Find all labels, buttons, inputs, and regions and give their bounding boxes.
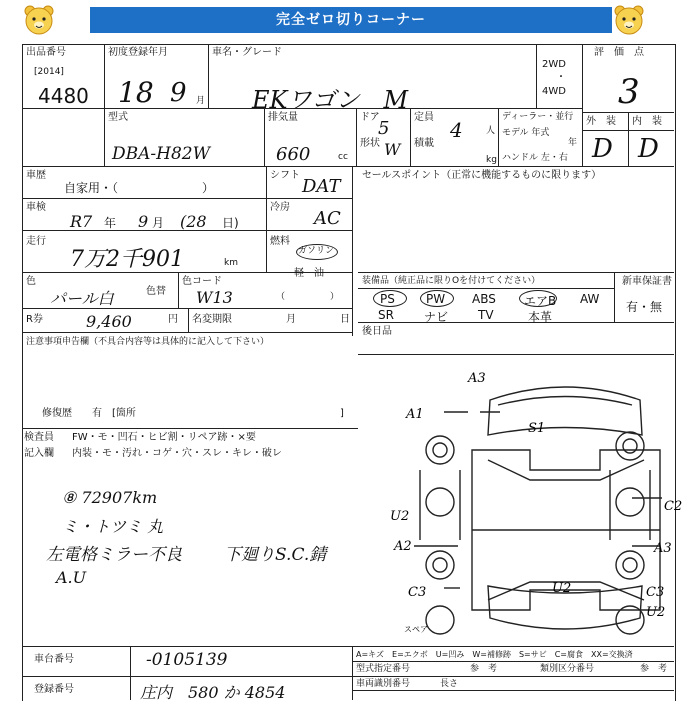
shift-label: シフト bbox=[270, 170, 300, 181]
chassis-label: 車台番号 bbox=[34, 654, 74, 665]
displacement-value: 660 bbox=[276, 144, 311, 165]
doors-label: ドア bbox=[360, 112, 380, 123]
dealer-label: ディーラー・並行 bbox=[502, 112, 574, 122]
color-label: 色 bbox=[26, 276, 36, 287]
inspector-label: 検査員 bbox=[24, 432, 54, 443]
mark-a1: A1 bbox=[406, 407, 424, 422]
damage-code-legend: A=キズ E=エクボ U=凹み W=補修跡 S=サビ C=腐食 XX=交換済 bbox=[356, 650, 633, 659]
first-registration-label: 初度登録年月 bbox=[108, 47, 168, 58]
month-unit: 月 bbox=[196, 96, 206, 106]
reference-1: 参 考 bbox=[470, 664, 498, 674]
model-year-unit: 年 bbox=[568, 138, 578, 148]
equip-aw: AW bbox=[580, 292, 600, 306]
equip-ps: PS bbox=[380, 292, 395, 306]
model-year-label: モデル 年式 bbox=[502, 128, 550, 138]
load-label: 積載 bbox=[414, 138, 434, 149]
equip-pw: PW bbox=[426, 292, 446, 306]
color-value: パール白 bbox=[50, 289, 114, 308]
interior-grade: D bbox=[638, 134, 659, 164]
name-change-day: 日 bbox=[340, 314, 350, 325]
registration-label: 登録番号 bbox=[34, 684, 74, 695]
model-value: DBA-H82W bbox=[112, 144, 211, 164]
inspector-row2: 内装・モ・汚れ・コゲ・穴・スレ・キレ・破レ bbox=[72, 448, 282, 459]
inspection-month-unit: 月 bbox=[152, 216, 165, 230]
recycle-unit: 円 bbox=[168, 314, 178, 325]
doors-value: 5 bbox=[378, 118, 390, 139]
note-line-2: ミ・トツミ 丸 bbox=[62, 517, 164, 536]
note-line-3: 左電格ミラー不良 bbox=[46, 545, 182, 565]
fuel-label: 燃料 bbox=[270, 236, 290, 247]
equipment-label: 装備品（純正品に限りOを付けてください） bbox=[362, 276, 541, 286]
length-label: 長さ bbox=[440, 679, 459, 689]
name-change-label: 名変期限 bbox=[192, 314, 232, 325]
inspection-day: (28 bbox=[180, 212, 207, 231]
selling-points-label: セールスポイント（正常に機能するものに限ります） bbox=[362, 170, 602, 181]
notes-label: 注意事項申告欄（不具合内容等は具体的に記入して下さい） bbox=[26, 337, 270, 347]
lot-year-code: [2014] bbox=[34, 67, 64, 77]
inspection-year-unit: 年 bbox=[104, 216, 117, 230]
mark-s1: S1 bbox=[528, 421, 546, 436]
shape-label: 形状 bbox=[360, 138, 380, 149]
first-registration-month: 9 bbox=[170, 78, 187, 108]
ac-label: 冷房 bbox=[270, 202, 290, 213]
mark-c3-left: C3 bbox=[408, 585, 427, 600]
capacity-unit: 人 bbox=[486, 126, 496, 136]
mileage-unit: km bbox=[224, 258, 238, 268]
load-unit: kg bbox=[486, 155, 497, 165]
class-ref-label: 類別区分番号 bbox=[540, 664, 595, 674]
mark-u2-bottom: U2 bbox=[552, 581, 572, 596]
chassis-value: -0105139 bbox=[146, 650, 228, 670]
warranty-label: 新車保証書 bbox=[622, 276, 672, 287]
model-label: 型式 bbox=[108, 112, 128, 123]
car-name: EKワゴン M bbox=[252, 86, 409, 114]
shift-value: DAT bbox=[302, 176, 341, 197]
drive-2wd: 2WD bbox=[542, 59, 566, 70]
displacement-unit: cc bbox=[338, 152, 348, 162]
mark-a3-top: A3 bbox=[468, 371, 486, 386]
exterior-grade: D bbox=[592, 134, 613, 164]
equip-navi: ナビ bbox=[424, 310, 449, 324]
repair-history-end: ] bbox=[340, 408, 344, 419]
vin-label: 車両識別番号 bbox=[356, 679, 411, 689]
inspection-year: R7 bbox=[70, 212, 93, 231]
fuel-gas: ガソリン bbox=[298, 246, 335, 256]
mark-a2: A2 bbox=[394, 539, 412, 554]
repair-history: 修復歴 有 [箇所 bbox=[42, 408, 136, 419]
model-ref-label: 型式指定番号 bbox=[356, 664, 411, 674]
drive-4wd: 4WD bbox=[542, 86, 566, 97]
car-damage-diagram bbox=[380, 360, 683, 646]
equip-sr: SR bbox=[378, 308, 394, 322]
mark-u2-left: U2 bbox=[390, 509, 410, 524]
interior-label: 内 装 bbox=[632, 116, 662, 127]
inspection-month: 9 bbox=[138, 212, 149, 231]
fuel-other: （ ） bbox=[276, 292, 340, 302]
mark-c2: C2 bbox=[664, 499, 683, 514]
reference-2: 参 考 bbox=[640, 664, 668, 674]
car-name-label: 車名・グレード bbox=[212, 47, 282, 58]
spare-label: スペア bbox=[404, 625, 428, 634]
exterior-label: 外 装 bbox=[586, 116, 616, 127]
color-code: W13 bbox=[196, 288, 233, 307]
usage-label: 車歴 bbox=[26, 170, 46, 181]
equip-abs: ABS bbox=[472, 292, 496, 306]
color-change-label: 色替 bbox=[146, 286, 166, 297]
banner-title: 完全ゼロ切りコーナー bbox=[90, 7, 612, 33]
registration-value: 庄内 580 か 4854 bbox=[140, 683, 286, 702]
record-label: 記入欄 bbox=[24, 448, 54, 459]
first-registration-year: 18 bbox=[118, 76, 154, 109]
equip-airbag: エアB bbox=[524, 294, 557, 308]
color-code-label: 色コード bbox=[182, 276, 222, 287]
mark-a3-right: A3 bbox=[654, 541, 672, 556]
displacement-label: 排気量 bbox=[268, 112, 298, 123]
grade-score: 3 bbox=[618, 72, 640, 112]
note-line-5: A.U bbox=[56, 568, 87, 587]
shape-value: W bbox=[384, 140, 401, 159]
usage-value: 自家用・（ ） bbox=[64, 181, 215, 195]
mileage-label: 走行 bbox=[26, 236, 46, 247]
note-line-4: 下廻りS.C.錆 bbox=[224, 545, 327, 565]
recycle-value: 9,460 bbox=[86, 312, 132, 331]
equip-tv: TV bbox=[478, 308, 494, 322]
inspector-row1: FW・モ・凹石・ヒビ割・リペア跡・×要 bbox=[72, 432, 256, 443]
note-line-1: ⑧ 72907km bbox=[62, 488, 158, 507]
inspection-day-unit: 日) bbox=[222, 216, 239, 230]
inspection-label: 車検 bbox=[26, 202, 46, 213]
mark-u2-right: U2 bbox=[646, 605, 666, 620]
warranty-value: 有・無 bbox=[626, 300, 663, 314]
lot-number: 4480 bbox=[38, 84, 89, 108]
bear-mascot-icon bbox=[22, 3, 56, 37]
equip-leather: 本革 bbox=[528, 310, 553, 324]
drive-dot: ・ bbox=[556, 72, 566, 83]
fuel-diesel: 軽 油 bbox=[294, 268, 324, 279]
recycle-label: R券 bbox=[26, 314, 43, 325]
mileage-value: 7万2千901 bbox=[70, 247, 184, 272]
bear-mascot-icon bbox=[612, 3, 646, 37]
ac-value: AC bbox=[314, 208, 341, 229]
mark-c3-right: C3 bbox=[646, 585, 665, 600]
lot-number-label: 出品番号 bbox=[26, 47, 66, 58]
capacity-label: 定員 bbox=[414, 112, 434, 123]
rear-items-label: 後日品 bbox=[362, 326, 392, 337]
capacity-value: 4 bbox=[450, 118, 463, 142]
grade-label: 評 価 点 bbox=[594, 47, 644, 58]
name-change-month: 月 bbox=[286, 314, 296, 325]
handle-label: ハンドル 左・右 bbox=[502, 153, 568, 163]
